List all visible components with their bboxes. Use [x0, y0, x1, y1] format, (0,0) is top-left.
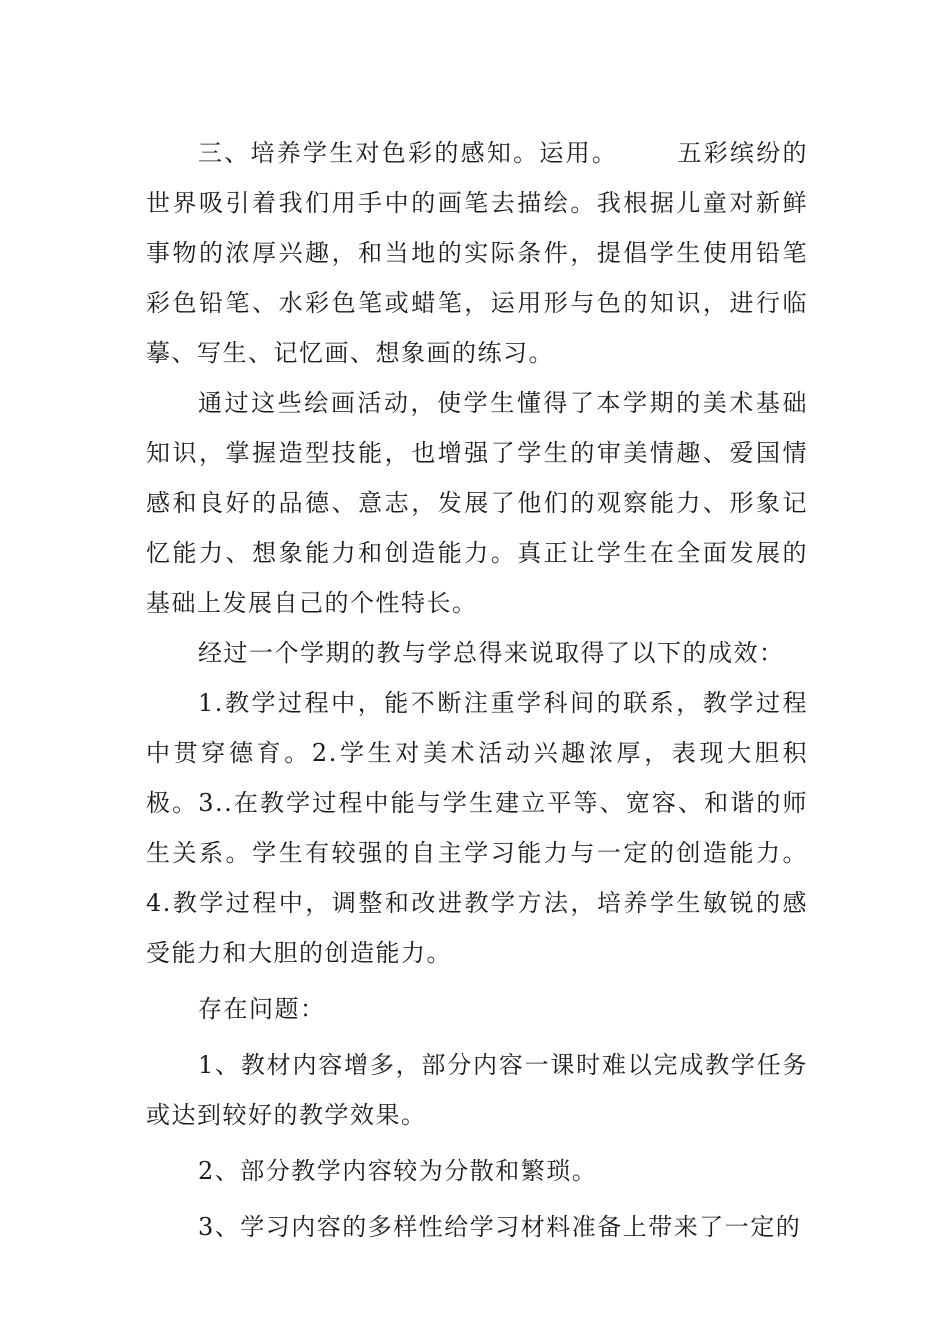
- paragraph-problems-heading: 存在问题：: [198, 995, 326, 1023]
- paragraph-drawing-activities: 通过这些绘画活动，使学生懂得了本学期的美术基础知识，掌握造型技能，也增强了学生的审美情趣、爱国情感和良好的品德、意志，发展了他们的观察能力、形象记忆能力、想象能力和创造能力。真正让学生在全面发展的基础上发展自己的个性特长。: [146, 389, 808, 617]
- paragraph-color-perception: 三、培养学生对色彩的感知。运用。 五彩缤纷的世界吸引着我们用手中的画笔去描绘。我根据儿童对新鲜事物的浓厚兴趣，和当地的实际条件，提倡学生使用铅笔彩色铅笔、水彩色笔或蜡笔，运用形与色的知识，进行临摹、写生、记忆画、想象画的练习。: [146, 139, 808, 367]
- paragraph-problem-3: 3、学习内容的多样性给学习材料准备上带来了一定的: [198, 1213, 802, 1241]
- paragraph-results-intro: 经过一个学期的教与学总得来说取得了以下的成效：: [198, 639, 785, 667]
- paragraph-results-list: 1.教学过程中，能不断注重学科间的联系，教学过程中贯穿德育。2.学生对美术活动兴趣浓厚，表现大胆积极。3..在教学过程中能与学生建立平等、宽容、和谐的师生关系。学生有较强的自主学习能力与一定的创造能力。4.教学过程中，调整和改进教学方法，培养学生敏锐的感受能力和大胆的创造能力。: [146, 689, 808, 967]
- paragraph-problem-1: 1、教材内容增多，部分内容一课时难以完成教学任务或达到较好的教学效果。: [146, 1051, 808, 1129]
- paragraph-problem-2: 2、部分教学内容较为分散和繁琐。: [198, 1157, 598, 1185]
- document-body: [146, 128, 808, 1252]
